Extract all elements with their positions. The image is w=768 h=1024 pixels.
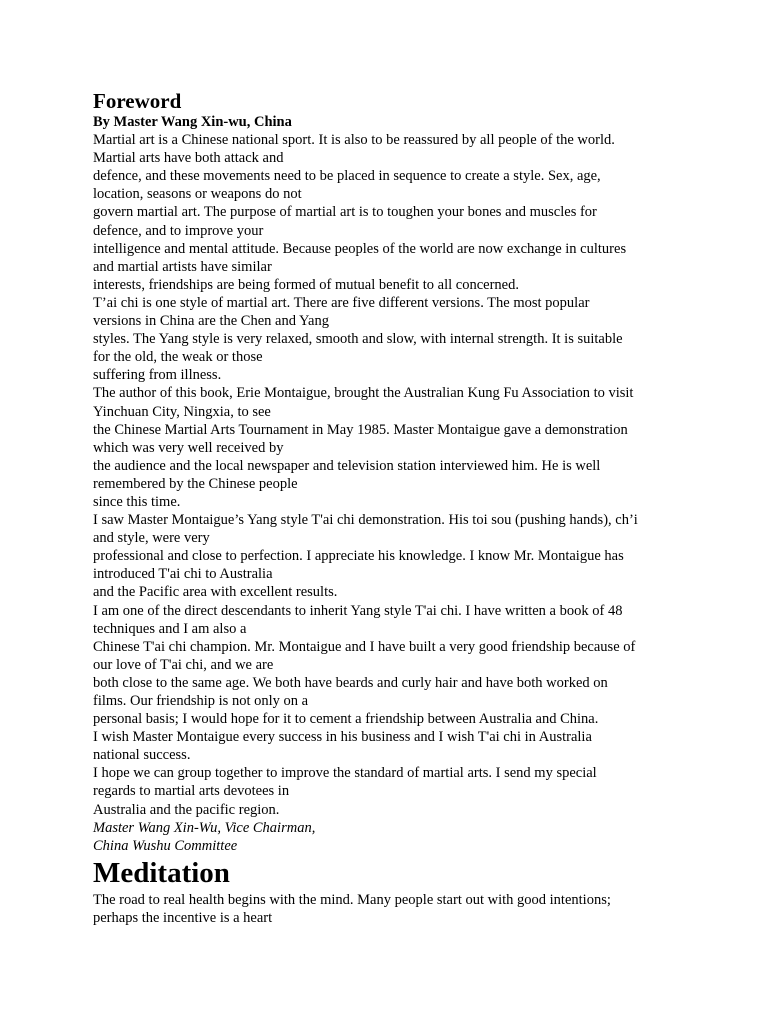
foreword-text-line: remembered by the Chinese people	[93, 475, 298, 492]
foreword-text-line: national success.	[93, 747, 191, 764]
document-page	[93, 89, 683, 927]
foreword-signature	[93, 819, 683, 855]
foreword-text-line: I wish Master Montaigue every success in his business and I wish T'ai chi in Australia	[93, 729, 592, 746]
foreword-text-line: location, seasons or weapons do not	[93, 186, 302, 203]
foreword-text-line: defence, and to improve your	[93, 222, 264, 239]
foreword-text-line: and martial artists have similar	[93, 258, 272, 275]
foreword-text-line: the Chinese Martial Arts Tournament in May 1985. Master Montaigue gave a demonstration	[93, 421, 628, 438]
foreword-text-line: and style, were very	[93, 530, 210, 547]
foreword-text-line: and the Pacific area with excellent results.	[93, 584, 338, 601]
foreword-text-line: techniques and I am also a	[93, 620, 247, 637]
foreword-text-line: I hope we can group together to improve the standard of martial arts. I send my special	[93, 765, 597, 782]
foreword-text-line: interests, friendships are being formed of mutual benefit to all concerned.	[93, 276, 519, 293]
foreword-text-line: Australia and the pacific region.	[93, 801, 280, 818]
foreword-text-line: which was very well received by	[93, 439, 284, 456]
foreword-text-line: for the old, the weak or those	[93, 349, 263, 366]
foreword-text-line: govern martial art. The purpose of martial art is to toughen your bones and muscles for	[93, 204, 597, 221]
meditation-body	[93, 891, 683, 927]
foreword-text-line: intelligence and mental attitude. Because peoples of the world are now exchange in cultures	[93, 240, 627, 257]
foreword-text-line: introduced T'ai chi to Australia	[93, 566, 273, 583]
foreword-text-line: Yinchuan City, Ningxia, to see	[93, 403, 271, 420]
foreword-text-line: The author of this book, Erie Montaigue, brought the Australian Kung Fu Association to visit	[93, 385, 634, 402]
foreword-text-line: since this time.	[93, 493, 181, 510]
foreword-text-line: regards to martial arts devotees in	[93, 783, 290, 800]
foreword-text-line: films. Our friendship is not only on a	[93, 693, 309, 709]
foreword-text-line: professional and close to perfection. I appreciate his knowledge. I know Mr. Montaigue has	[93, 548, 624, 565]
foreword-text-line: personal basis; I would hope for it to cement a friendship between Australia and China.	[93, 711, 599, 728]
foreword-text-line: the audience and the local newspaper and television station interviewed him. He is well	[93, 457, 601, 474]
foreword-text-line: I am one of the direct descendants to inherit Yang style T'ai chi. I have written a book of 48	[93, 602, 623, 619]
foreword-heading: Foreword	[93, 89, 182, 113]
meditation-heading: Meditation	[93, 856, 230, 889]
foreword-text-line: I saw Master Montaigue’s Yang style T'ai chi demonstration. His toi sou (pushing hands), ch’i	[93, 512, 638, 529]
foreword-text-line: Martial arts have both attack and	[93, 150, 284, 167]
foreword-body	[93, 131, 683, 819]
foreword-text-line: our love of T'ai chi, and we are	[93, 656, 274, 673]
foreword-text-line: defence, and these movements need to be placed in sequence to create a style. Sex, age,	[93, 168, 601, 185]
foreword-text-line: styles. The Yang style is very relaxed, smooth and slow, with internal strength. It is suitable	[93, 331, 623, 348]
foreword-text-line: suffering from illness.	[93, 367, 222, 384]
signature-line: Master Wang Xin-Wu, Vice Chairman,	[93, 819, 316, 836]
foreword-byline: By Master Wang Xin-wu, China	[93, 114, 292, 130]
foreword-text-line: T’ai chi is one style of martial art. There are five different versions. The most popular	[93, 294, 590, 311]
meditation-text-line: perhaps the incentive is a heart	[93, 909, 273, 926]
signature-line: China Wushu Committee	[93, 837, 238, 854]
foreword-text-line: versions in China are the Chen and Yang	[93, 313, 329, 330]
foreword-text-line: Martial art is a Chinese national sport. It is also to be reassured by all people of the world.	[93, 132, 615, 149]
foreword-text-line: both close to the same age. We both have beards and curly hair and have both worked on	[93, 674, 608, 691]
foreword-text-line: Chinese T'ai chi champion. Mr. Montaigue and I have built a very good friendship because of	[93, 638, 636, 655]
meditation-text-line: The road to real health begins with the mind. Many people start out with good intentions;	[93, 891, 611, 908]
